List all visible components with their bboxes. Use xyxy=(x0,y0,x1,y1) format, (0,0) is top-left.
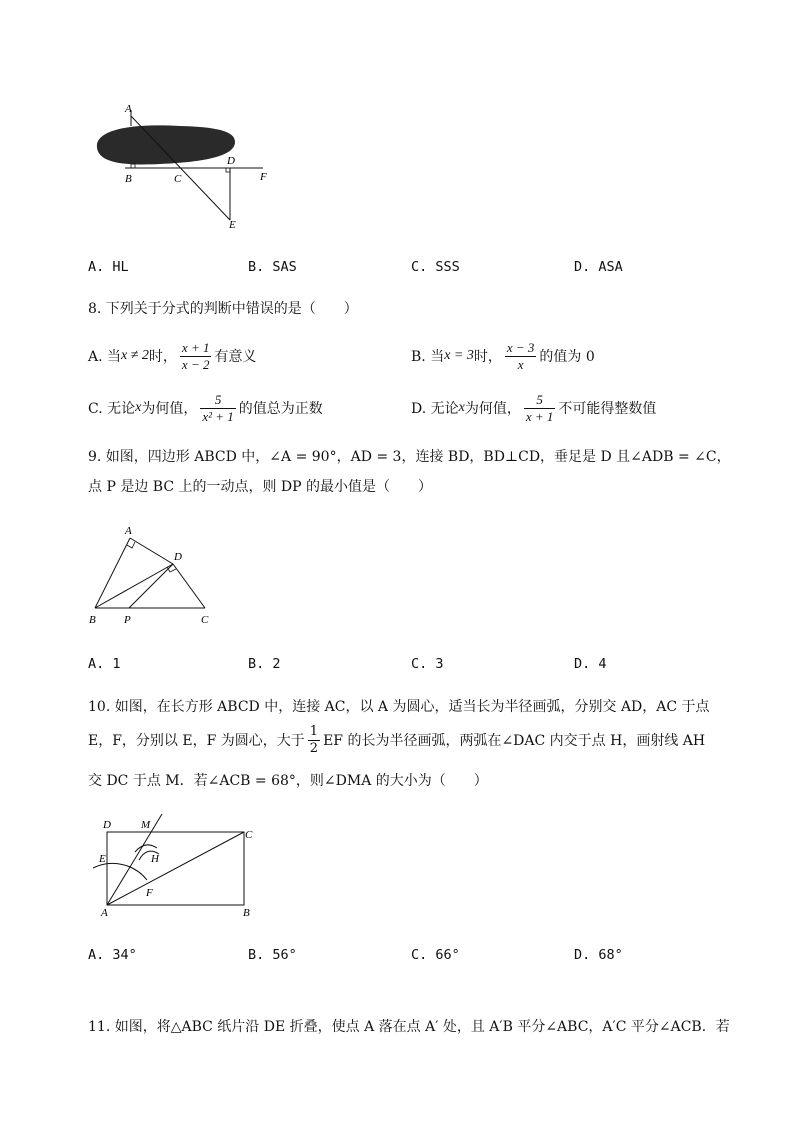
q8c-den: x² + 1 xyxy=(202,408,234,424)
q10-line-3: 交 DC 于点 M．若∠ACB = 68°，则∠DMA 的大小为（ ） xyxy=(88,773,488,789)
fig9-label-C: C xyxy=(201,614,209,626)
q9-line-1: 9. 如图，四边形 ABCD 中，∠A = 90°，AD = 3，连接 BD，BD⊥CD，垂足是 D 且∠ADB = ∠C， xyxy=(88,449,731,465)
fig10-label-A: A xyxy=(101,907,108,919)
q10-frac-num: 1 xyxy=(309,723,319,739)
q8a-post: 有意义 xyxy=(214,349,257,365)
q8c-post: 的值总为正数 xyxy=(238,401,323,417)
q10-line-2 xyxy=(88,720,705,760)
q8a-mid: 时， xyxy=(148,349,177,365)
q11-line-1: 11. 如图，将△ABC 纸片沿 DE 折叠，使点 A 落在点 A′ 处，且 A′B 平分∠ABC，A′C 平分∠ACB．若 xyxy=(88,1019,730,1035)
q9-option-a[interactable]: A. 1 xyxy=(88,656,121,672)
fig10-label-F: F xyxy=(146,887,153,899)
fig7-label-D: D xyxy=(227,155,235,167)
fig7-label-F: F xyxy=(260,171,267,183)
q8b-num: x − 3 xyxy=(506,339,535,355)
q8c-pre: C. 无论 xyxy=(88,401,136,417)
q8a-cond: x ≠ 2 xyxy=(121,348,149,363)
q8d-mid: 为何值， xyxy=(464,401,521,417)
q9-option-b[interactable]: B. 2 xyxy=(248,656,281,672)
fig9-label-A: A xyxy=(125,525,132,537)
fig7-label-A: A xyxy=(125,103,132,115)
q10-option-b[interactable]: B. 56° xyxy=(248,947,297,963)
q9-option-d[interactable]: D. 4 xyxy=(574,656,607,672)
q8-option-b[interactable] xyxy=(411,338,595,374)
q8b-fraction xyxy=(505,340,537,373)
q8d-num: 5 xyxy=(524,392,556,409)
fig10-label-D: D xyxy=(103,819,111,831)
q10-half-fraction xyxy=(308,724,320,757)
q8c-mid: 为何值， xyxy=(141,401,198,417)
q7-option-c[interactable]: C. SSS xyxy=(411,259,460,275)
q9-figure xyxy=(85,520,225,630)
q8c-var: x xyxy=(135,400,142,415)
q8-stem: 8. 下列关于分式的判断中错误的是（ ） xyxy=(88,301,358,317)
fig10-label-E: E xyxy=(99,853,106,865)
q8a-fraction xyxy=(180,340,212,373)
fig10-label-C: C xyxy=(245,829,253,841)
fig10-label-M: M xyxy=(141,819,151,831)
q7-option-a[interactable]: A. HL xyxy=(88,259,129,275)
fig9-label-D: D xyxy=(174,551,182,563)
q8c-num: 5 xyxy=(200,392,235,409)
q8d-den: x + 1 xyxy=(525,408,554,424)
q8b-pre: B. 当 xyxy=(411,349,445,365)
q8-option-a[interactable] xyxy=(88,338,256,374)
fig7-label-B: B xyxy=(125,173,132,185)
q9-line-2: 点 P 是边 BC 上的一动点，则 DP 的最小值是（ ） xyxy=(88,479,433,495)
q10-option-c[interactable]: C. 66° xyxy=(411,947,460,963)
q7-option-d[interactable]: D. ASA xyxy=(574,259,623,275)
fig10-label-B: B xyxy=(243,907,250,919)
q10-line-1: 10. 如图，在长方形 ABCD 中，连接 AC，以 A 为圆心，适当长为半径画弧，分别交 AD，AC 于点 xyxy=(88,699,710,715)
q8b-mid: 时， xyxy=(473,349,502,365)
fig9-label-P: P xyxy=(124,614,131,626)
q10-option-d[interactable]: D. 68° xyxy=(574,947,623,963)
q8a-num: x + 1 xyxy=(181,339,210,355)
fig10-label-H: H xyxy=(151,853,159,865)
q8b-cond: x = 3 xyxy=(444,348,474,363)
q10-frac-den: 2 xyxy=(309,740,319,756)
q7-option-b[interactable]: B. SAS xyxy=(248,259,297,275)
q10-option-a[interactable]: A. 34° xyxy=(88,947,137,963)
q10-line-2-pre: E，F，分别以 E，F 为圆心，大于 xyxy=(88,733,305,749)
q8b-den: x xyxy=(517,356,524,372)
q10-line-2-post: EF 的长为半径画弧，两弧在∠DAC 内交于点 H，画射线 AH xyxy=(323,733,706,749)
q8-option-d[interactable] xyxy=(411,390,656,426)
fig7-label-C: C xyxy=(174,173,182,185)
q10-figure xyxy=(85,810,270,925)
q8d-var: x xyxy=(458,400,465,415)
q8c-fraction xyxy=(200,392,235,425)
fig7-label-E: E xyxy=(229,219,236,231)
q8d-post: 不可能得整数值 xyxy=(558,401,657,417)
q8d-fraction xyxy=(524,392,556,425)
pond-blob xyxy=(97,125,235,164)
q9-option-c[interactable]: C. 3 xyxy=(411,656,444,672)
q8a-den: x − 2 xyxy=(181,356,210,372)
q8b-post: 的值为 0 xyxy=(539,349,595,365)
q7-figure xyxy=(85,100,275,235)
fig9-label-B: B xyxy=(89,614,96,626)
q8a-pre: A. 当 xyxy=(88,349,122,365)
q8-option-c[interactable] xyxy=(88,390,323,426)
q8d-pre: D. 无论 xyxy=(411,401,459,417)
